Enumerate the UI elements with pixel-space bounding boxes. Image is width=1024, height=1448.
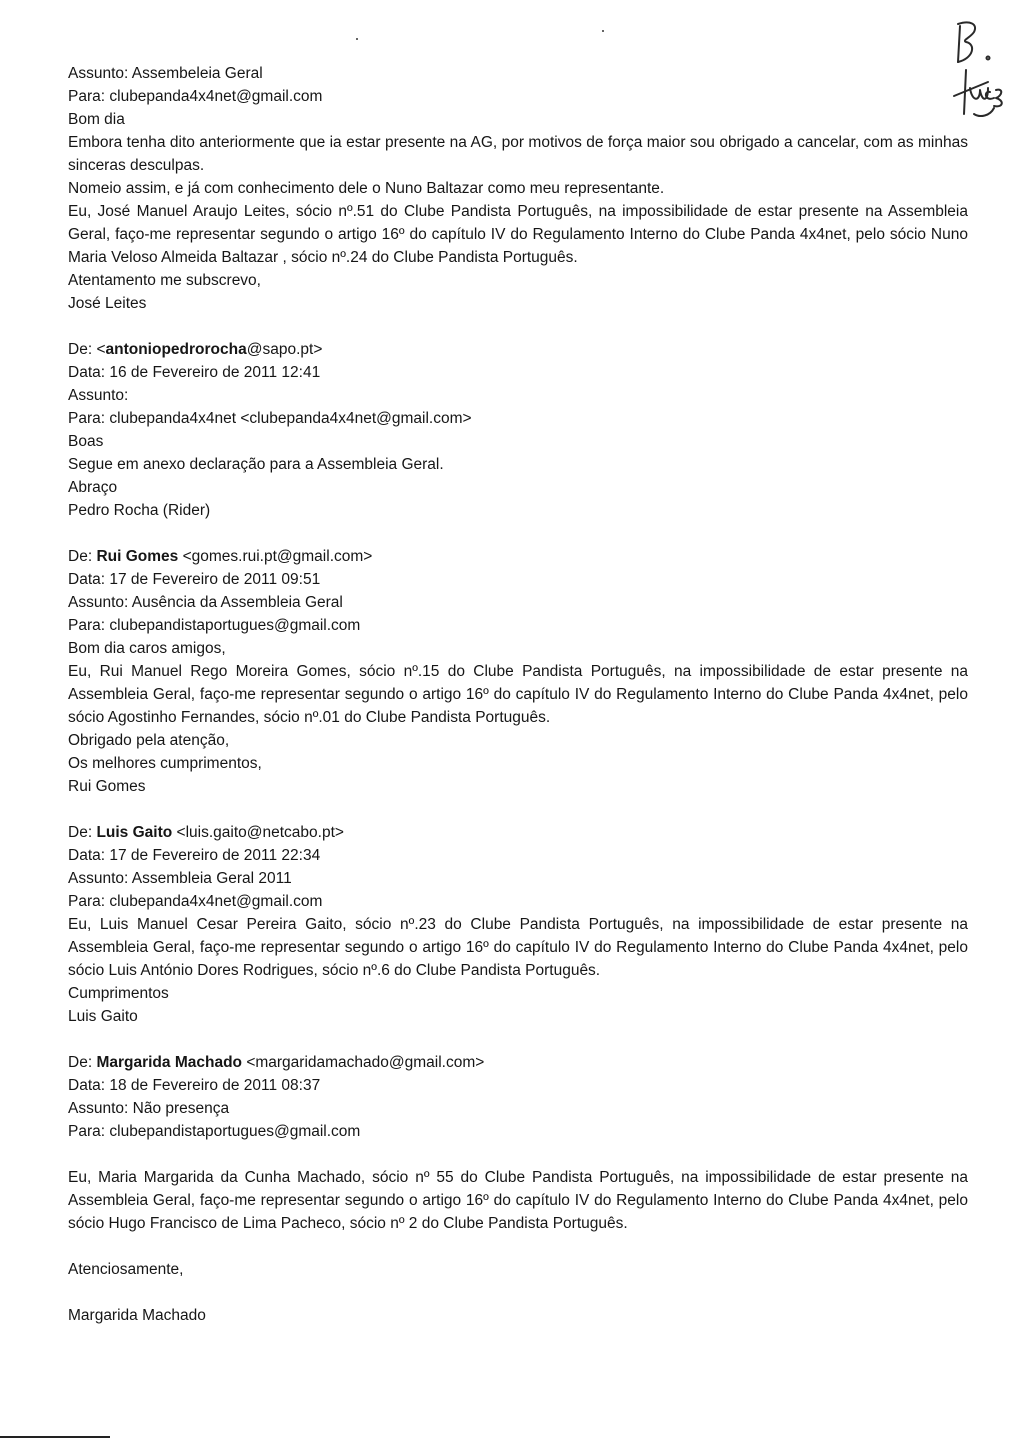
msg5-date: 18 de Fevereiro de 2011 08:37 [109, 1077, 321, 1094]
msg3-to: clubepandistaportugues@gmail.com [109, 617, 361, 634]
msg1-subject-line: Assunto: Assembeleia Geral [68, 65, 263, 82]
msg5-from-name: Margarida Machado [96, 1054, 242, 1071]
msg5-subject-line: Assunto: Não presença [68, 1100, 230, 1117]
msg4-date: 17 de Fevereiro de 2011 22:34 [109, 847, 321, 864]
msg2-closing: Abraço [68, 479, 118, 496]
msg4-from-name: Luis Gaito [96, 824, 173, 841]
scan-speck [602, 30, 604, 32]
msg1-to-line: Para: clubepanda4x4net@gmail.com [68, 88, 323, 105]
msg4-to-line: Para: clubepanda4x4net@gmail.com [68, 893, 323, 910]
msg4-body1: Eu, Luis Manuel Cesar Pereira Gaito, sócio nº.23 do Clube Pandista Português, na impossibilidade de estar presente na Assembleia Geral, faço-me representar segundo o artigo 16º do capítulo IV do Regulamento Interno do Clube Panda 4x4net, pelo sócio Luis António Dores Rodrigues, sócio nº.6 do Clube Pandista Português. [68, 916, 968, 979]
msg3-closing1: Obrigado pela atenção, [68, 732, 230, 749]
msg2-body1: Segue em anexo declaração para a Assembleia Geral. [68, 456, 444, 473]
msg5-to: clubepandistaportugues@gmail.com [109, 1123, 361, 1140]
msg3-signature: Rui Gomes [68, 778, 146, 795]
msg5-date-line: Data: 18 de Fevereiro de 2011 08:37 [68, 1077, 321, 1094]
msg4-subject: Assembleia Geral 2011 [131, 870, 292, 887]
email-printout [68, 62, 968, 1327]
msg2-signature: Pedro Rocha (Rider) [68, 502, 211, 519]
msg3-from-name: Rui Gomes [96, 548, 179, 565]
msg2-greeting: Boas [68, 433, 104, 450]
msg3-date-line: Data: 17 de Fevereiro de 2011 09:51 [68, 571, 321, 588]
msg5-from-email: <margaridamachado@gmail.com> [246, 1054, 485, 1071]
msg2-to-line: Para: clubepanda4x4net <clubepanda4x4net@gmail.com> [68, 410, 472, 427]
msg4-from-line: De: Luis Gaito <luis.gaito@netcabo.pt> [68, 824, 344, 841]
msg1-to: clubepanda4x4net@gmail.com [109, 88, 323, 105]
msg1-subject: Assembeleia Geral [131, 65, 263, 82]
msg5-closing: Atenciosamente, [68, 1261, 184, 1278]
msg3-closing2: Os melhores cumprimentos, [68, 755, 262, 772]
msg1-greeting: Bom dia [68, 111, 125, 128]
msg3-subject: Ausência da Assembleia Geral [131, 594, 343, 611]
msg2-from-name: antoniopedrorocha [105, 341, 247, 358]
msg5-from-line: De: Margarida Machado <margaridamachado@gmail.com> [68, 1054, 485, 1071]
msg2-date: 16 de Fevereiro de 2011 12:41 [109, 364, 321, 381]
msg5-signature: Margarida Machado [68, 1307, 206, 1324]
msg5-subject: Não presença [132, 1100, 230, 1117]
msg5-body1: Eu, Maria Margarida da Cunha Machado, sócio nº 55 do Clube Pandista Português, na impossibilidade de estar presente na Assembleia Geral, faço-me representar segundo o artigo 16º do capítulo IV do Regulamento Interno do Clube Panda 4x4net, pelo sócio Hugo Francisco de Lima Pacheco, sócio nº 2 do Clube Pandista Português. [68, 1169, 968, 1232]
scan-edge-line [0, 1436, 110, 1438]
msg4-signature: Luis Gaito [68, 1008, 138, 1025]
msg2-from-line: De: <antoniopedrorocha@sapo.pt> [68, 341, 323, 358]
msg4-date-line: Data: 17 de Fevereiro de 2011 22:34 [68, 847, 321, 864]
msg3-greeting: Bom dia caros amigos, [68, 640, 226, 657]
msg1-body3: Eu, José Manuel Araujo Leites, sócio nº.51 do Clube Pandista Português, na impossibilidade de estar presente na Assembleia Geral, faço-me representar segundo o artigo 16º do capítulo IV do Regulamento Interno do Clube Panda 4x4net, pelo sócio Nuno Maria Veloso Almeida Baltazar , sócio nº.24 do Clube Pandista Português. [68, 203, 968, 266]
msg3-from-line: De: Rui Gomes <gomes.rui.pt@gmail.com> [68, 548, 373, 565]
msg4-closing: Cumprimentos [68, 985, 169, 1002]
msg4-subject-line: Assunto: Assembleia Geral 2011 [68, 870, 292, 887]
msg3-body1: Eu, Rui Manuel Rego Moreira Gomes, sócio nº.15 do Clube Pandista Português, na impossibilidade de estar presente na Assembleia Geral, faço-me representar segundo o artigo 16º do capítulo IV do Regulamento Interno do Clube Panda 4x4net, pelo sócio Agostinho Fernandes, sócio nº.01 do Clube Pandista Português. [68, 663, 968, 726]
msg4-from-email: <luis.gaito@netcabo.pt> [176, 824, 344, 841]
msg3-date: 17 de Fevereiro de 2011 09:51 [109, 571, 321, 588]
msg2-to: clubepanda4x4net <clubepanda4x4net@gmail.com> [109, 410, 472, 427]
msg3-from-email: <gomes.rui.pt@gmail.com> [182, 548, 373, 565]
msg1-closing: Atentamento me subscrevo, [68, 272, 261, 289]
msg4-to: clubepanda4x4net@gmail.com [109, 893, 323, 910]
msg3-to-line: Para: clubepandistaportugues@gmail.com [68, 617, 361, 634]
msg1-body1: Embora tenha dito anteriormente que ia estar presente na AG, por motivos de força maior sou obrigado a cancelar, com as minhas sinceras desculpas. [68, 134, 968, 174]
msg2-date-line: Data: 16 de Fevereiro de 2011 12:41 [68, 364, 321, 381]
msg1-body2: Nomeio assim, e já com conhecimento dele o Nuno Baltazar como meu representante. [68, 180, 665, 197]
msg5-to-line: Para: clubepandistaportugues@gmail.com [68, 1123, 361, 1140]
msg1-signature: José Leites [68, 295, 147, 312]
msg3-subject-line: Assunto: Ausência da Assembleia Geral [68, 594, 343, 611]
msg2-subject-line: Assunto: [68, 387, 129, 404]
scan-speck [356, 38, 358, 40]
